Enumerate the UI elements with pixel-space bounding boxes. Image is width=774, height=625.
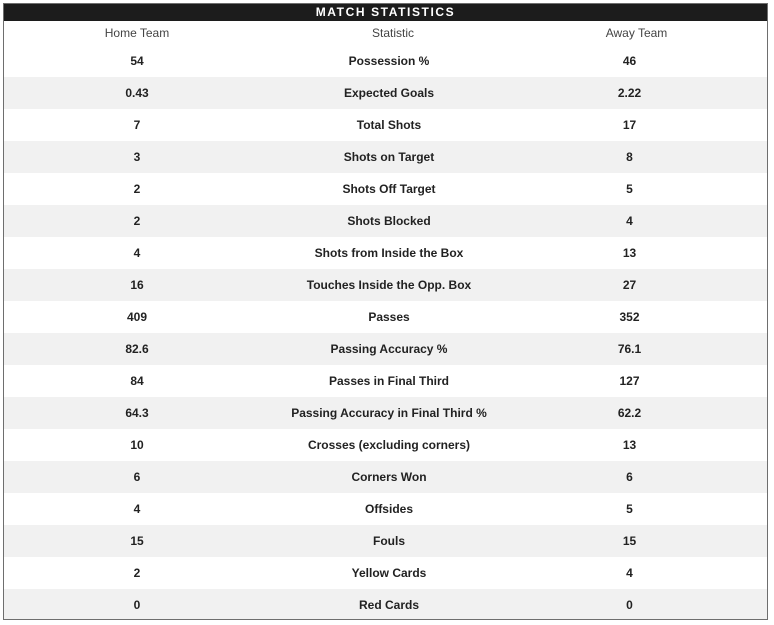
away-value: 13 bbox=[622, 438, 637, 452]
away-value: 15 bbox=[622, 534, 637, 548]
away-value: 2.22 bbox=[617, 86, 642, 100]
home-value: 0.43 bbox=[125, 86, 149, 100]
statistic-label: Corners Won bbox=[351, 470, 427, 484]
home-value: 2 bbox=[133, 214, 141, 228]
home-value: 16 bbox=[130, 278, 144, 292]
table-row bbox=[4, 461, 767, 493]
statistic-label: Total Shots bbox=[356, 118, 422, 132]
away-value: 13 bbox=[622, 246, 637, 260]
home-value: 3 bbox=[133, 150, 141, 164]
table-row bbox=[4, 237, 767, 269]
table-row bbox=[4, 77, 767, 109]
match-statistics-panel bbox=[3, 3, 768, 620]
table-row bbox=[4, 173, 767, 205]
away-value: 76.1 bbox=[617, 342, 642, 356]
away-value: 46 bbox=[622, 54, 637, 68]
column-header-statistic: Statistic bbox=[371, 26, 414, 40]
away-value: 5 bbox=[626, 502, 633, 516]
home-value: 64.3 bbox=[125, 406, 149, 420]
home-value: 84 bbox=[130, 374, 144, 388]
away-value: 8 bbox=[626, 150, 633, 164]
table-row bbox=[4, 205, 767, 237]
column-header-home: Home Team bbox=[104, 26, 170, 40]
statistic-label: Shots Blocked bbox=[347, 214, 431, 228]
column-header-row bbox=[4, 21, 767, 45]
away-value: 17 bbox=[622, 118, 637, 132]
away-value: 4 bbox=[626, 214, 633, 228]
statistic-label: Passes bbox=[368, 310, 410, 324]
home-value: 10 bbox=[130, 438, 144, 452]
table-row bbox=[4, 301, 767, 333]
away-value: 6 bbox=[626, 470, 633, 484]
column-header-away: Away Team bbox=[605, 26, 668, 40]
home-value: 15 bbox=[130, 534, 144, 548]
away-value: 127 bbox=[619, 374, 640, 388]
statistic-label: Possession % bbox=[348, 54, 430, 68]
statistic-label: Touches Inside the Opp. Box bbox=[306, 278, 472, 292]
panel-title: MATCH STATISTICS bbox=[4, 4, 767, 21]
table-row bbox=[4, 365, 767, 397]
table-row bbox=[4, 589, 767, 620]
home-value: 82.6 bbox=[125, 342, 149, 356]
stats-table-body bbox=[4, 45, 767, 620]
table-row bbox=[4, 397, 767, 429]
table-row bbox=[4, 557, 767, 589]
table-row bbox=[4, 429, 767, 461]
away-value: 5 bbox=[626, 182, 633, 196]
home-value: 7 bbox=[133, 118, 141, 132]
table-row bbox=[4, 141, 767, 173]
table-row bbox=[4, 333, 767, 365]
table-row bbox=[4, 45, 767, 77]
home-value: 4 bbox=[133, 502, 141, 516]
away-value: 62.2 bbox=[617, 406, 642, 420]
statistic-label: Red Cards bbox=[358, 598, 420, 612]
statistic-label: Passes in Final Third bbox=[328, 374, 450, 388]
statistic-label: Shots from Inside the Box bbox=[314, 246, 464, 260]
table-row bbox=[4, 493, 767, 525]
statistic-label: Passing Accuracy in Final Third % bbox=[291, 406, 487, 420]
home-value: 4 bbox=[133, 246, 141, 260]
away-value: 352 bbox=[619, 310, 640, 324]
statistic-label: Passing Accuracy % bbox=[330, 342, 448, 356]
statistic-label: Shots on Target bbox=[343, 150, 435, 164]
statistic-label: Expected Goals bbox=[343, 86, 435, 100]
table-row bbox=[4, 269, 767, 301]
statistic-label: Offsides bbox=[364, 502, 413, 516]
home-value: 409 bbox=[126, 310, 148, 324]
statistic-label: Fouls bbox=[373, 534, 405, 548]
away-value: 4 bbox=[626, 566, 633, 580]
home-value: 2 bbox=[133, 566, 141, 580]
statistic-label: Shots Off Target bbox=[342, 182, 436, 196]
statistic-label: Crosses (excluding corners) bbox=[307, 438, 471, 452]
home-value: 0 bbox=[133, 598, 141, 612]
statistic-label: Yellow Cards bbox=[351, 566, 427, 580]
home-value: 54 bbox=[130, 54, 144, 68]
table-row bbox=[4, 109, 767, 141]
table-row bbox=[4, 525, 767, 557]
away-value: 0 bbox=[626, 598, 633, 612]
away-value: 27 bbox=[622, 278, 637, 292]
home-value: 2 bbox=[133, 182, 141, 196]
home-value: 6 bbox=[133, 470, 141, 484]
